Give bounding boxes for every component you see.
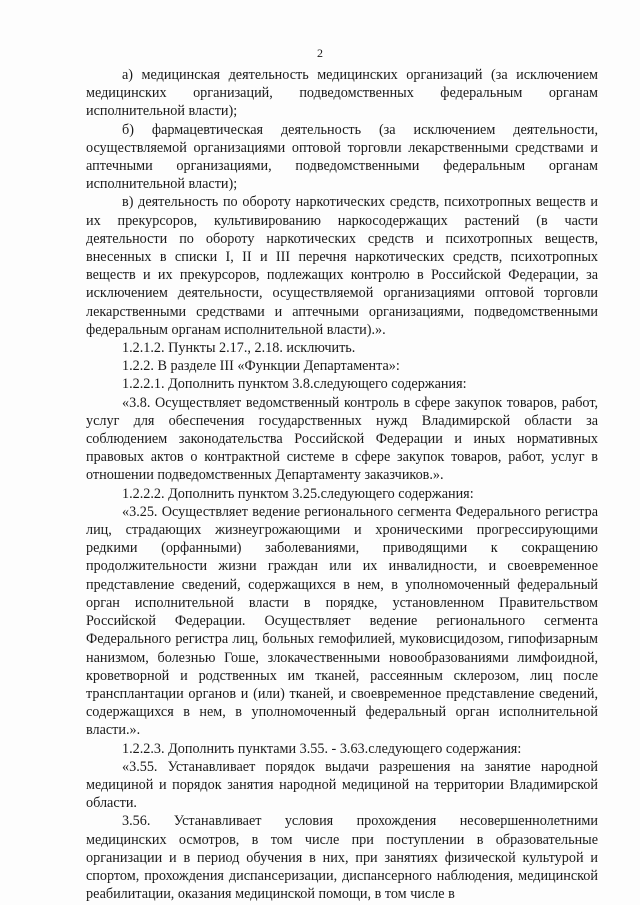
paragraph-3-8: «3.8. Осуществляет ведомственный контроль в сфере закупок товаров, работ, услуг для обеспечения государственных нужд Владимирской области за соблюдением законодательства Российской Федерации и иных нормативных правовых актов о контрактной системе в сфере закупок товаров, работ, услуг в отношении подведомственных Департаменту заказчиков.». [86, 394, 598, 484]
paragraph-a: а) медицинская деятельность медицинских организаций (за исключением медицинских организаций, подведомственных федеральным органам исполнительной власти); [86, 67, 598, 120]
paragraph-3-56: 3.56. Устанавливает условия прохождения несовершеннолетними медицинских осмотров, в том числе при поступлении в образовательные организации и в период обучения в них, при занятиях физической культурой и спортом, прохождения диспансеризации, диспансерного наблюдения, медицинской реабилитации, оказания медицинской помощи, в том числе в [86, 813, 598, 903]
paragraph-3-55: «3.55. Устанавливает порядок выдачи разрешения на занятие народной медициной и порядок занятия народной медициной на территории Владимирской области. [86, 758, 598, 812]
paragraph-1-2-2: 1.2.2. В разделе III «Функции Департамента»: [122, 358, 400, 375]
page-number: 2 [317, 46, 323, 60]
document-body [86, 66, 598, 903]
paragraph-1-2-2-2: 1.2.2.2. Дополнить пунктом 3.25.следующего содержания: [122, 485, 474, 502]
paragraph-1-2-2-1: 1.2.2.1. Дополнить пунктом 3.8.следующего содержания: [122, 376, 467, 393]
paragraph-3-25: «3.25. Осуществляет ведение регионального сегмента Федерального регистра лиц, страдающих жизнеугрожающими и хроническими прогрессирующими редкими (орфанными) заболеваниями, приводящими к сокращению продолжительности жизни граждан или их инвалидности, и своевременное представление сведений, содержащихся в нем, в уполномоченный федеральный орган исполнительной власти в порядке, установленном Правительством Российской Федерации. Осуществляет ведение регионального сегмента Федерального регистра лиц, больных гемофилией, муковисцидозом, гипофизарным нанизмом, болезнью Гоше, злокачественными новообразованиями лимфоидной, кроветворной и родственных им тканей, рассеянным склерозом, лиц после трансплантации органов и (или) тканей, и своевременное представление сведений, содержащихся в нем, в уполномоченный федеральный орган исполнительной власти.». [86, 503, 598, 739]
paragraph-c: в) деятельность по обороту наркотических средств, психотропных веществ и их прекурсоров, культивированию наркосодержащих растений (в части деятельности по обороту наркотических средств и психотропных веществ, внесенных в списки I, II и III перечня наркотических средств, психотропных веществ и их прекурсоров, подлежащих контролю в Российской Федерации, за исключением деятельности, осуществляемой организациями оптовой торговли лекарственными средствами и аптечными организациями, подведомственными федеральным органам исполнительной власти).». [86, 194, 598, 338]
paragraph-1-2-1-2: 1.2.1.2. Пункты 2.17., 2.18. исключить. [122, 340, 356, 357]
paragraph-1-2-2-3: 1.2.2.3. Дополнить пунктами 3.55. - 3.63.следующего содержания: [122, 740, 522, 757]
paragraph-b: б) фармацевтическая деятельность (за исключением деятельности, осуществляемой организациями оптовой торговли лекарственными средствами и аптечными организациями, подведомственными федеральным органам исполнительной власти); [86, 121, 598, 193]
